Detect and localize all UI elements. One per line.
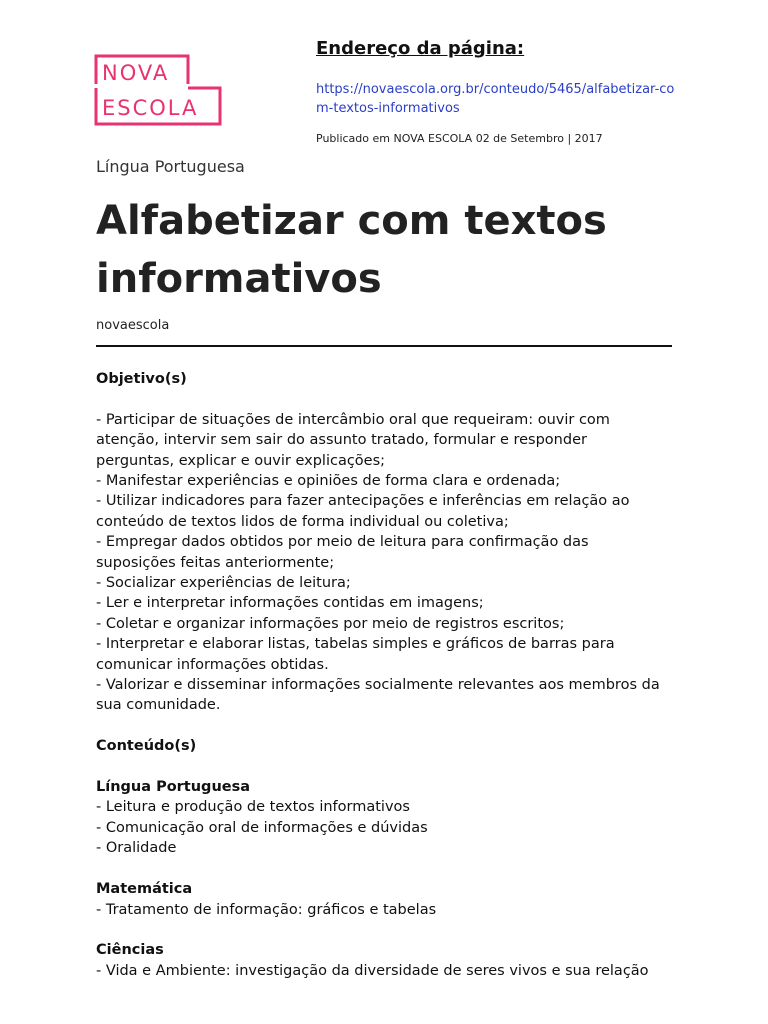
- text-line: sua comunidade.: [96, 697, 221, 714]
- logo-text-nova: NOVA: [102, 61, 170, 85]
- text-line: perguntas, explicar e ouvir explicações;: [96, 452, 386, 469]
- page-url-link[interactable]: https://novaescola.org.br/conteudo/5465/alfabetizar-com-textos-informativos: [316, 82, 675, 116]
- lingua-list: [96, 797, 686, 858]
- logo-frame-icon: [94, 54, 222, 126]
- divider: [96, 345, 672, 347]
- ciencias-list: [96, 961, 686, 981]
- matematica-list: [96, 900, 686, 920]
- text-line: comunicar informações obtidas.: [96, 656, 329, 673]
- article-body: [96, 369, 686, 981]
- text-line: - Ler e interpretar informações contidas em imagens;: [96, 595, 484, 612]
- text-line: - Oralidade: [96, 840, 177, 857]
- text-line: atenção, intervir sem sair do assunto tratado, formular e responder: [96, 432, 587, 449]
- subheading-ciencias: Ciências: [96, 942, 164, 959]
- page-title: Alfabetizar com textos informativos: [96, 198, 607, 302]
- text-line: - Manifestar experiências e opiniões de forma clara e ordenada;: [96, 473, 561, 490]
- text-line: - Vida e Ambiente: investigação da diversidade de seres vivos e sua relação: [96, 962, 649, 979]
- text-line: - Participar de situações de intercâmbio oral que requeiram: ouvir com: [96, 411, 610, 428]
- text-line: conteúdo de textos lidos de forma individual ou coletiva;: [96, 513, 509, 530]
- address-title: Endereço da página:: [316, 38, 525, 59]
- subheading-matematica: Matemática: [96, 881, 193, 898]
- text-line: - Coletar e organizar informações por meio de registros escritos;: [96, 615, 565, 632]
- text-line: - Utilizar indicadores para fazer antecipações e inferências em relação ao: [96, 493, 630, 510]
- published-info: Publicado em NOVA ESCOLA 02 de Setembro | 2017: [316, 132, 603, 145]
- subject-label: Língua Portuguesa: [96, 157, 245, 176]
- objetivos-list: [96, 410, 686, 716]
- text-line: - Socializar experiências de leitura;: [96, 575, 351, 592]
- author-name: novaescola: [96, 318, 170, 333]
- section-heading-objetivos: Objetivo(s): [96, 371, 187, 387]
- nova-escola-logo: [94, 54, 222, 126]
- text-line: - Leitura e produção de textos informativos: [96, 799, 410, 816]
- text-line: suposições feitas anteriormente;: [96, 554, 335, 571]
- text-line: - Valorizar e disseminar informações socialmente relevantes aos membros da: [96, 677, 660, 694]
- text-line: - Interpretar e elaborar listas, tabelas simples e gráficos de barras para: [96, 636, 615, 653]
- text-line: - Empregar dados obtidos por meio de leitura para confirmação das: [96, 534, 589, 551]
- text-line: - Tratamento de informação: gráficos e tabelas: [96, 901, 437, 918]
- text-line: - Comunicação oral de informações e dúvidas: [96, 819, 428, 836]
- logo-text-escola: ESCOLA: [102, 96, 199, 120]
- subheading-lingua: Língua Portuguesa: [96, 779, 251, 796]
- section-heading-conteudos: Conteúdo(s): [96, 738, 197, 755]
